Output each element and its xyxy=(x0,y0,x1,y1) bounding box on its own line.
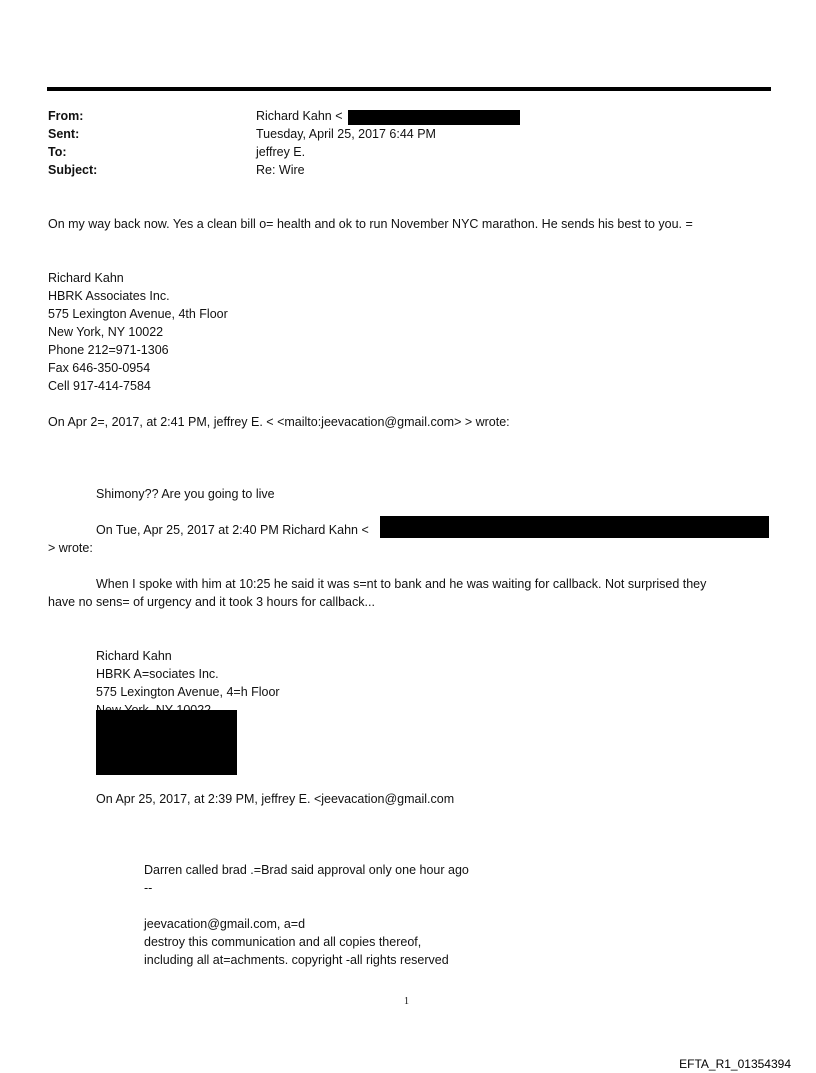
signature-line: 575 Lexington Avenue, 4=h Floor xyxy=(96,685,280,699)
sent-label: Sent: xyxy=(48,127,80,141)
sent-value: Tuesday, April 25, 2017 6:44 PM xyxy=(256,127,436,141)
quote-text: Darren called brad .=Brad said approval only one hour ago xyxy=(144,863,469,877)
quote-intro: On Apr 25, 2017, at 2:39 PM, jeffrey E. <jeevacation@gmail.com xyxy=(96,792,455,806)
signature-line: HBRK A=sociates Inc. xyxy=(96,667,219,681)
document-id: EFTA_R1_01354394 xyxy=(679,1057,791,1071)
redaction-box xyxy=(96,710,237,775)
separator-text: -- xyxy=(144,881,153,895)
to-value: jeffrey E. xyxy=(256,145,306,159)
from-value: Richard Kahn < xyxy=(256,109,343,123)
signature-line: Phone 212=971-1306 xyxy=(48,343,169,357)
signature-line: New York, NY 10022 xyxy=(48,325,164,339)
signature-line: Fax 646-350-0954 xyxy=(48,361,151,375)
redaction-box xyxy=(380,516,769,538)
signature-line: Richard Kahn xyxy=(48,271,124,285)
disclaimer-line: including all at=achments. copyright -all rights reserved xyxy=(144,953,449,967)
signature-line: Cell 917-414-7584 xyxy=(48,379,151,393)
quote-text: When I spoke with him at 10:25 he said it was s=nt to bank and he was waiting for callback. Not surprised they xyxy=(96,577,707,591)
disclaimer-line: jeevacation@gmail.com, a=d xyxy=(144,917,306,931)
redaction-box xyxy=(348,110,520,125)
from-label: From: xyxy=(48,109,84,123)
subject-value: Re: Wire xyxy=(256,163,305,177)
quote-text: Shimony?? Are you going to live xyxy=(96,487,275,501)
disclaimer-line: destroy this communication and all copies thereof, xyxy=(144,935,422,949)
page-number: 1 xyxy=(404,996,409,1007)
quote-intro: On Tue, Apr 25, 2017 at 2:40 PM Richard Kahn < xyxy=(96,523,369,537)
signature-line: Richard Kahn xyxy=(96,649,172,663)
opening-text: On my way back now. Yes a clean bill o= health and ok to run November NYC marathon. He sends his best to you. = xyxy=(48,217,693,231)
to-label: To: xyxy=(48,145,67,159)
signature-line: 575 Lexington Avenue, 4th Floor xyxy=(48,307,228,321)
signature-line: HBRK Associates Inc. xyxy=(48,289,170,303)
quote-text: have no sens= of urgency and it took 3 hours for callback... xyxy=(48,595,375,609)
quote-intro: On Apr 2=, 2017, at 2:41 PM, jeffrey E. < <mailto:jeevacation@gmail.com> > wrote: xyxy=(48,415,510,429)
quote-intro-end: > wrote: xyxy=(48,541,93,555)
subject-label: Subject: xyxy=(48,163,98,177)
header-rule xyxy=(47,87,771,91)
